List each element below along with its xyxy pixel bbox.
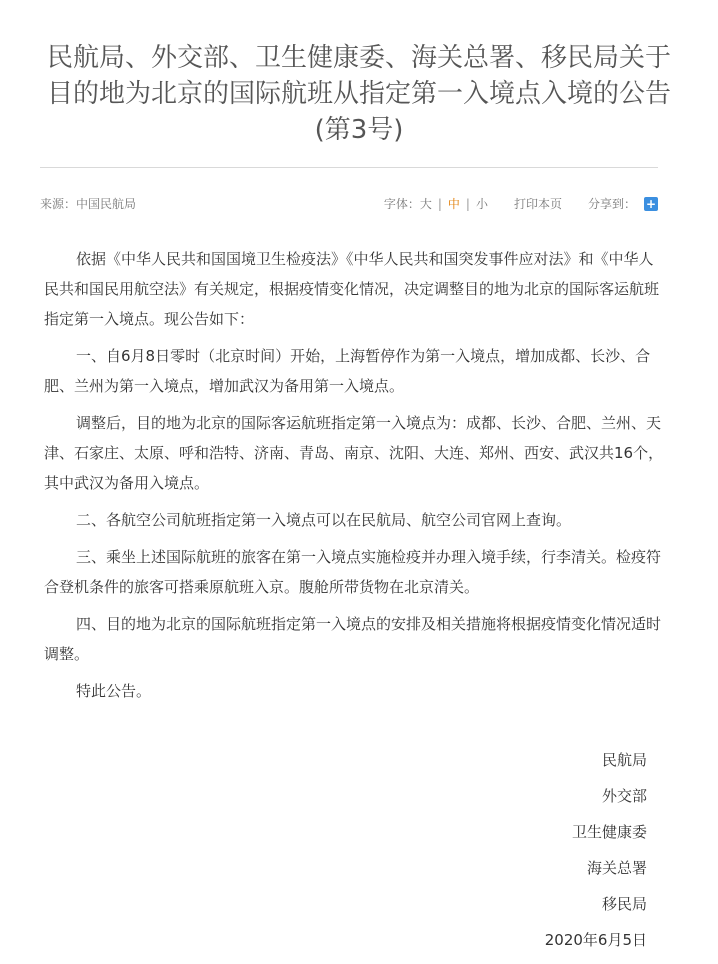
paragraph: 二、各航空公司航班指定第一入境点可以在民航局、航空公司官网上查询。 — [76, 511, 572, 529]
font-size-label: 字体： — [383, 197, 420, 211]
signatory: 民航局 — [601, 751, 647, 769]
publish-date: 2020年6月5日 — [544, 931, 647, 949]
plus-icon[interactable]: + — [645, 196, 657, 211]
font-size-small-button[interactable]: 小 — [475, 197, 488, 211]
divider: | — [437, 196, 442, 211]
signatory: 海关总署 — [586, 859, 647, 877]
title-divider — [40, 167, 658, 168]
paragraph: 一、自6月8日零时（北京时间）开始，上海暂停作为第一入境点，增加成都、长沙、合肥、兰州为第一入境点，增加武汉为备用第一入境点。 — [44, 347, 651, 395]
page-title: 民航局、外交部、卫生健康委、海关总署、移民局关于目的地为北京的国际航班从指定第一入境点入境的公告(第3号) — [46, 43, 671, 145]
font-size-medium-button[interactable]: 中 — [447, 197, 460, 211]
divider: | — [465, 196, 470, 211]
signature-block — [545, 742, 647, 958]
signatory: 外交部 — [601, 787, 647, 805]
article-tools — [384, 195, 658, 212]
share-label: 分享到： — [587, 197, 636, 211]
signatory: 卫生健康委 — [571, 823, 647, 841]
print-page-link[interactable]: 打印本页 — [513, 197, 562, 211]
article-source: 来源：中国民航局 — [40, 197, 137, 211]
font-size-large-button[interactable]: 大 — [419, 197, 432, 211]
article-body — [44, 244, 664, 713]
signatory: 移民局 — [601, 895, 647, 913]
paragraph: 调整后，目的地为北京的国际客运航班指定第一入境点为：成都、长沙、合肥、兰州、天津、石家庄、太原、呼和浩特、济南、青岛、南京、沈阳、大连、郑州、西安、武汉共16个，其中武汉为备用入境点。 — [44, 414, 664, 492]
paragraph: 三、乘坐上述国际航班的旅客在第一入境点实施检疫并办理入境手续，行李清关。检疫符合登机条件的旅客可搭乘原航班入京。腹舱所带货物在北京清关。 — [44, 548, 662, 596]
paragraph: 特此公告。 — [76, 682, 152, 700]
article-meta-bar — [40, 193, 658, 213]
paragraph: 依据《中华人民共和国国境卫生检疫法》《中华人民共和国突发事件应对法》和《中华人民共和国民用航空法》有关规定，根据疫情变化情况，决定调整目的地为北京的国际客运航班指定第一入境点。现公告如下： — [44, 250, 660, 328]
paragraph: 四、目的地为北京的国际航班指定第一入境点的安排及相关措施将根据疫情变化情况适时调整。 — [44, 615, 662, 663]
